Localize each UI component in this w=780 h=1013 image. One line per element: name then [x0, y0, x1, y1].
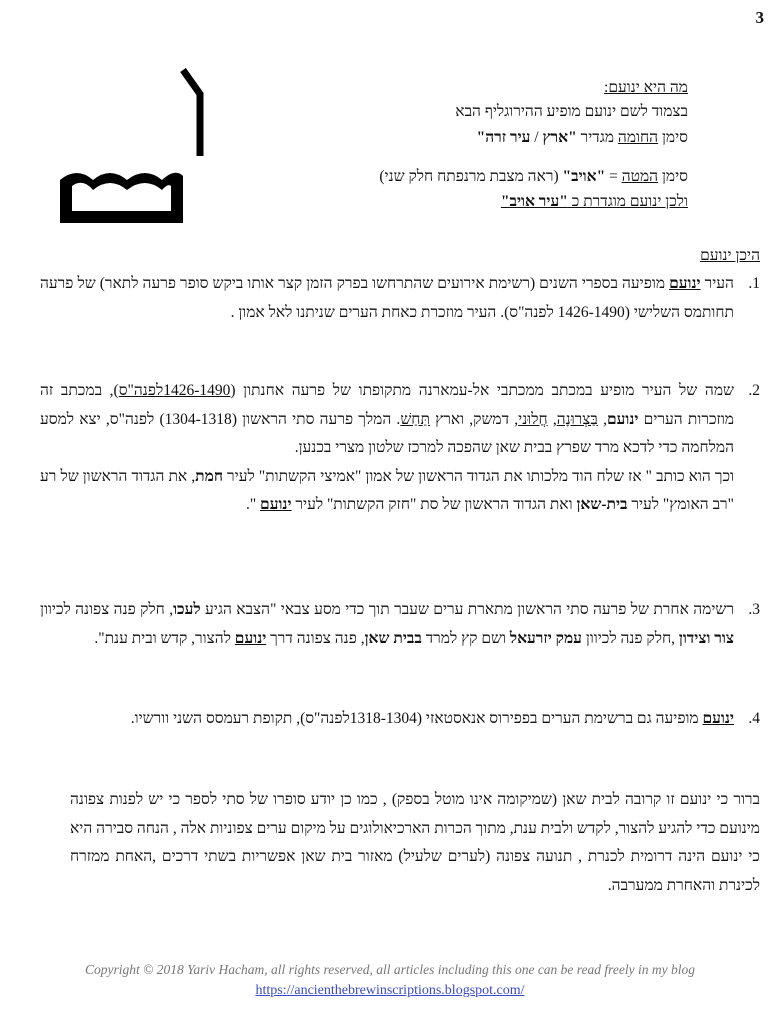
item-text: [40, 377, 734, 520]
text-run: להצור, קדש ובית ענת".: [94, 629, 235, 647]
text-run: בבית שאן: [364, 629, 422, 647]
text-run: בַּצְרוּנָה: [556, 410, 598, 428]
page-number: 3: [755, 8, 764, 27]
text-run: שמה של העיר מופיע במכתב ממכתבי אל-עמארנה מתקופתו של פרעה אחנתון (: [230, 382, 734, 399]
text-run: בית-שאן: [576, 496, 628, 513]
text-run: ), במכתב זה מוזכרות הערים: [40, 382, 734, 428]
text-run: צור וצידון: [678, 629, 734, 647]
text-run: . המלך פרעה סתי הראשון (1304-1318) לפנה"ס, יצא למסע המלחמה כדי לדכא מרד שפרץ בבית שאן שהפכה למרכז שלטון מצרי בכנען.: [40, 410, 734, 456]
text-run: מופיעה בספרי השנים (רשימת אירועים שהתרחשו בפרק הזמן קצר אותו ביקש סופר פרעה לתאר) של פרעה תחותמס השלישי (1426-1490 לפנה"ס). העיר מוזכרת כאחת הערים שניתנו לאל אמון .: [40, 275, 734, 321]
item-number: 2.: [748, 382, 760, 399]
where-heading: היכן ינועם: [700, 247, 760, 264]
text-run: ינועם: [702, 710, 734, 727]
text-run: וכך הוא כותב " אז שלח הוד מלכותו את הגדוד הראשון של אמון "אמיצי הקשתות" לעיר: [223, 467, 734, 485]
intro-line-2: סימן החומה מגדיר "ארץ / עיר זרה": [476, 129, 688, 146]
text-run: חֲלוּני: [518, 410, 548, 428]
text-run: העיר: [700, 275, 734, 292]
conclusion-paragraph: ברור כי ינועם זו קרובה לבית שאן (שמיקומה אינו מוטל בספק) , כמו כן יודע סופרו של סתי לספר כי יש לפנות צפונה מינועם כדי להגיע להצור, לקדש ולבית ענת, מתוך הכרות הארכיאולוגים על מיקום ערים צפוניות אלה , הנחה סבירה היא כי ינועם הינה דרומית לכנרת , תנועה צפונה (לערים שלעיל) מאזור בית שאן אפשריות בשתי דרכים ,האחת ממזרח לכינרת והאחרת ממערבה.: [70, 791, 760, 894]
text-run: ושם קץ למרד: [421, 629, 510, 647]
text-run: תַּחַשׁ: [400, 410, 430, 428]
text-run: ,: [597, 410, 607, 428]
text-run: ואת הגדוד הראשון של סת "חזק הקשתות" לעיר: [291, 496, 577, 513]
text-run: ".: [245, 496, 261, 513]
intro-heading: מה היא ינועם:: [604, 79, 688, 96]
text-run: עמק יזרעאל: [509, 629, 582, 647]
text-run: , פנה צפונה דרך: [266, 629, 365, 647]
blog-link[interactable]: https://ancienthebrewinscriptions.blogspot.com/: [255, 983, 525, 998]
text-run: חמת: [195, 467, 223, 485]
text-run: ינועם: [234, 629, 267, 647]
wall-and-throwstick-hieroglyph-icon: [55, 68, 215, 228]
text-run: ינועם: [606, 410, 639, 428]
copyright-notice: Copyright © 2018 Yariv Hacham, all rights reserved, all articles including this one can be read freely in my blog: [84, 962, 696, 977]
item-text: [40, 705, 734, 734]
intro-line-4: ולכן ינועם מוגדרת כ "עיר אויב": [500, 193, 688, 210]
text-run: ינועם: [669, 275, 701, 292]
intro-line-3: סימן המטה = "אויב" (ראה מצבת מרנפתח חלק שני): [379, 168, 688, 185]
text-run: לעכו: [173, 601, 201, 618]
text-run: , חלק פנה צפונה לכיוון: [40, 601, 174, 618]
text-run: , את הגדוד הראשון של רע "רב האומץ" לעיר: [40, 467, 734, 513]
list-item: [40, 377, 760, 520]
item-text: [40, 596, 734, 653]
text-run: רשימה אחרת של פרעה סתי הראשון מתארת ערים שעבר תוך כדי מסע צבאי "הצבא הגיע: [200, 601, 734, 618]
text-run: ,חלק פנה לכיוון: [581, 629, 679, 647]
text-run: מופיעה גם ברשימת הערים בפפירוס אנאסטאזי (1318-1304לפנה"ס), תקופת רעמסס השני וורשיו.: [130, 710, 703, 727]
item-number: 4.: [748, 710, 760, 727]
item-number: 3.: [748, 601, 760, 618]
list-item: [40, 596, 760, 653]
item-number: 1.: [748, 275, 760, 292]
text-run: , דמשק, וארץ: [429, 410, 519, 428]
list-item: [40, 270, 760, 327]
text-run: 1426-1490לפנה"ס: [118, 382, 231, 399]
text-run: ,: [547, 410, 557, 428]
text-run: ינועם: [260, 496, 292, 513]
item-text: [40, 270, 734, 327]
list-item: [40, 705, 760, 734]
intro-line-1: בצמוד לשם ינועם מופיע ההירוגליף הבא: [455, 103, 688, 120]
